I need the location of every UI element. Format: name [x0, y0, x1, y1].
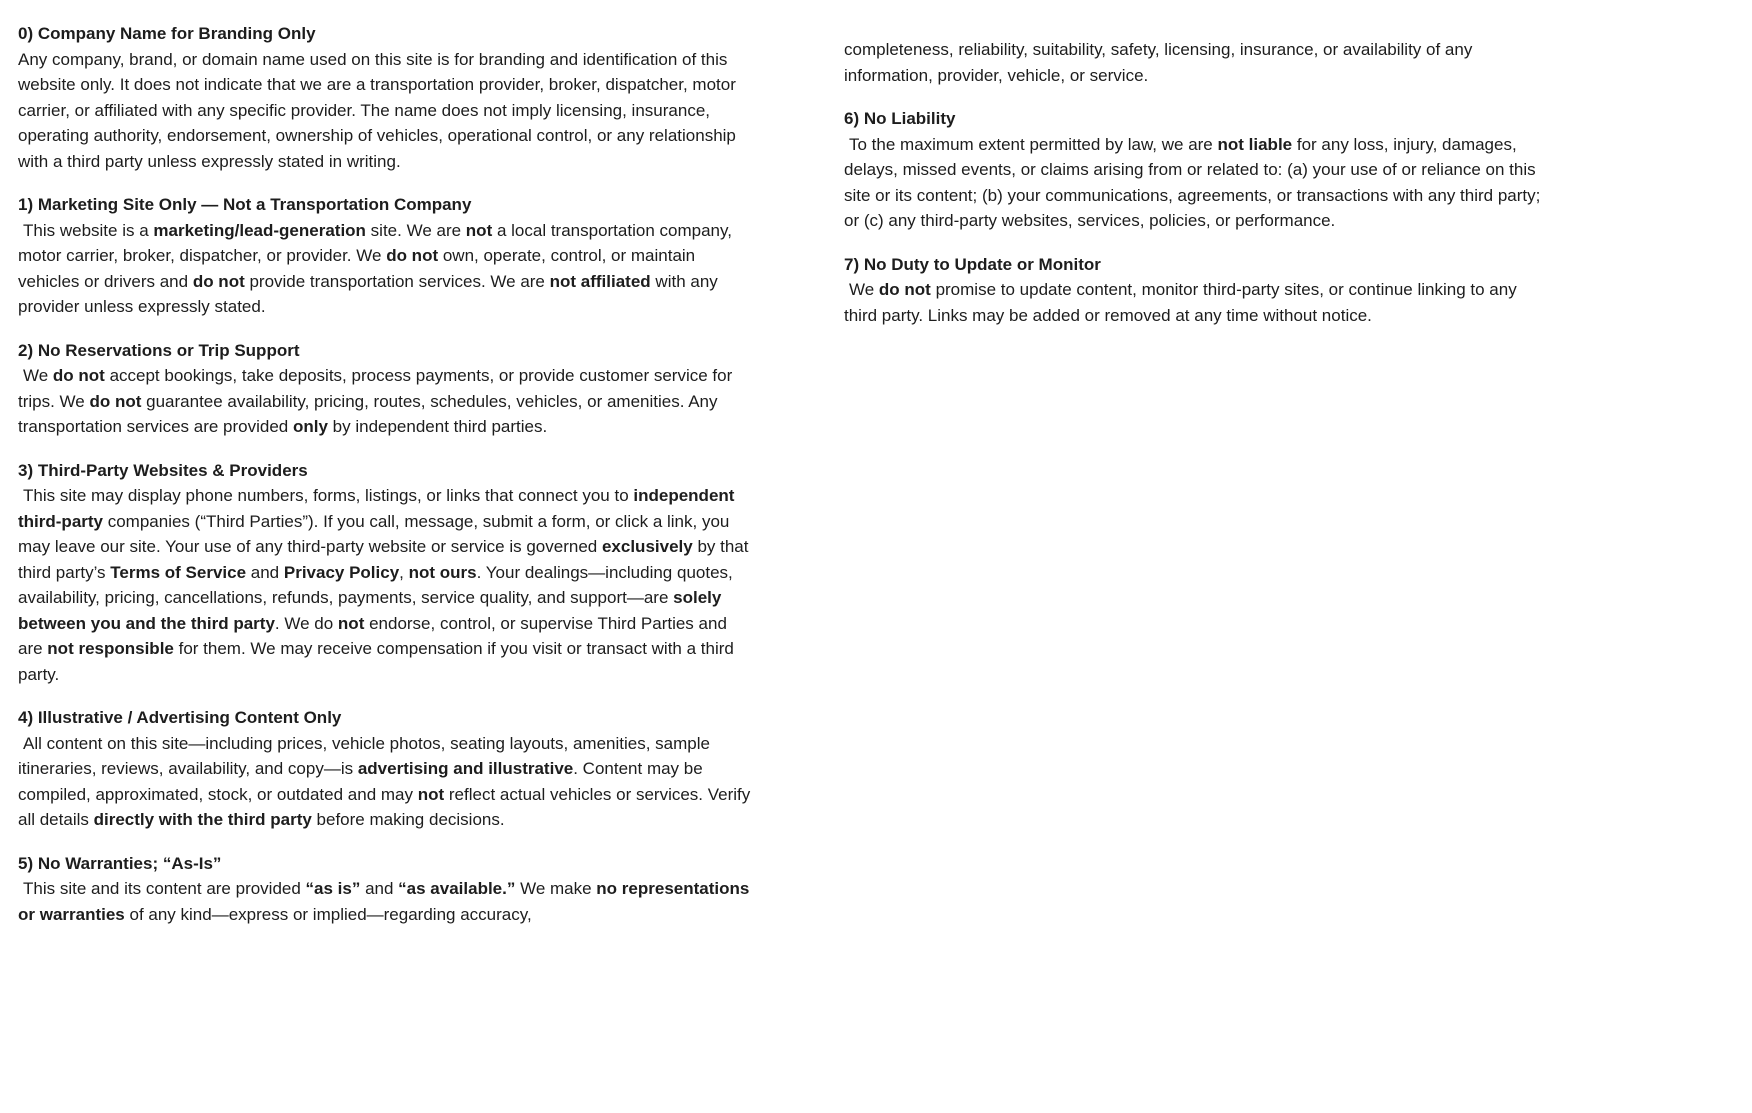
section-1-marketing-site-only	[18, 192, 755, 320]
section-0-body: Any company, brand, or domain name used on this site is for branding and identification of this website only. It does not indicate that we are a transportation provider, broker, dispatcher, motor carrier, or affiliated with any specific provider. The name does not imply licensing, insurance, operating authority, endorsement, ownership of vehicles, operational control, or any relationship with a third party unless expressly stated in writing.	[18, 49, 736, 171]
section-4-illustrative-content	[18, 705, 755, 833]
section-6-body: To the maximum extent permitted by law, we are not liable for any loss, injury, damages, delays, missed events, or claims arising from or related to: (a) your use of or reliance on this site or its content; (b) your communications, agreements, or transactions with any third party; or (c) any third-party websites, services, policies, or performance.	[844, 134, 1541, 230]
section-5-no-warranties	[18, 851, 755, 928]
section-4-heading: 4) Illustrative / Advertising Content Only	[18, 708, 342, 727]
column-right	[844, 21, 1550, 927]
section-5-body-continued: completeness, reliability, suitability, safety, licensing, insurance, or availability of any information, provider, vehicle, or service.	[844, 40, 1473, 85]
section-7-no-duty-to-update	[844, 252, 1550, 329]
section-5-body: This site and its content are provided “as is” and “as available.” We make no representations or warranties of any kind—express or implied—regarding accuracy,	[18, 879, 750, 924]
section-5-continuation	[844, 37, 1550, 88]
section-3-third-party-websites	[18, 458, 755, 688]
section-7-body: We do not promise to update content, monitor third-party sites, or continue linking to any third party. Links may be added or removed at any time without notice.	[844, 280, 1517, 325]
section-2-body: We do not accept bookings, take deposits, process payments, or provide customer service for trips. We do not guarantee availability, pricing, routes, schedules, vehicles, or amenities. Any transportation services are provided only by independent third parties.	[18, 366, 733, 436]
section-5-heading: 5) No Warranties; “As-Is”	[18, 853, 222, 873]
section-3-body: This site may display phone numbers, forms, listings, or links that connect you to independent third-party companies (“Third Parties”). If you call, message, submit a form, or click a link, you may leave our site. Your use of any third-party website or service is governed exclusively by that third party’s Terms of Service and Privacy Policy, not ours. Your dealings—including quotes, availability, pricing, cancellations, refunds, payments, service quality, and support—are solely between you and the third party. We do not endorse, control, or supervise Third Parties and are not responsible for them. We may receive compensation if you visit or transact with a third party.	[18, 486, 749, 684]
section-1-body: This website is a marketing/lead-generation site. We are not a local transportation company, motor carrier, broker, dispatcher, or provider. We do not own, operate, control, or maintain vehicles or drivers and do not provide transportation services. We are not affiliated with any provider unless expressly stated.	[18, 220, 732, 316]
section-4-body: All content on this site—including prices, vehicle photos, seating layouts, amenities, sample itineraries, reviews, availability, and copy—is advertising and illustrative. Content may be compiled, approximated, stock, or outdated and may not reflect actual vehicles or services. Verify all details directly with the third party before making decisions.	[18, 733, 751, 829]
section-3-heading: 3) Third-Party Websites & Providers	[18, 460, 308, 480]
section-1-heading: 1) Marketing Site Only — Not a Transportation Company	[18, 195, 472, 214]
column-gap	[755, 21, 844, 927]
section-0-company-name-branding	[18, 21, 755, 174]
column-left	[18, 21, 755, 927]
section-2-heading: 2) No Reservations or Trip Support	[18, 340, 300, 360]
section-6-no-liability	[844, 106, 1550, 234]
section-6-heading: 6) No Liability	[844, 109, 956, 128]
section-2-no-reservations	[18, 338, 755, 440]
section-0-heading: 0) Company Name for Branding Only	[18, 24, 316, 43]
section-7-heading: 7) No Duty to Update or Monitor	[844, 254, 1101, 274]
